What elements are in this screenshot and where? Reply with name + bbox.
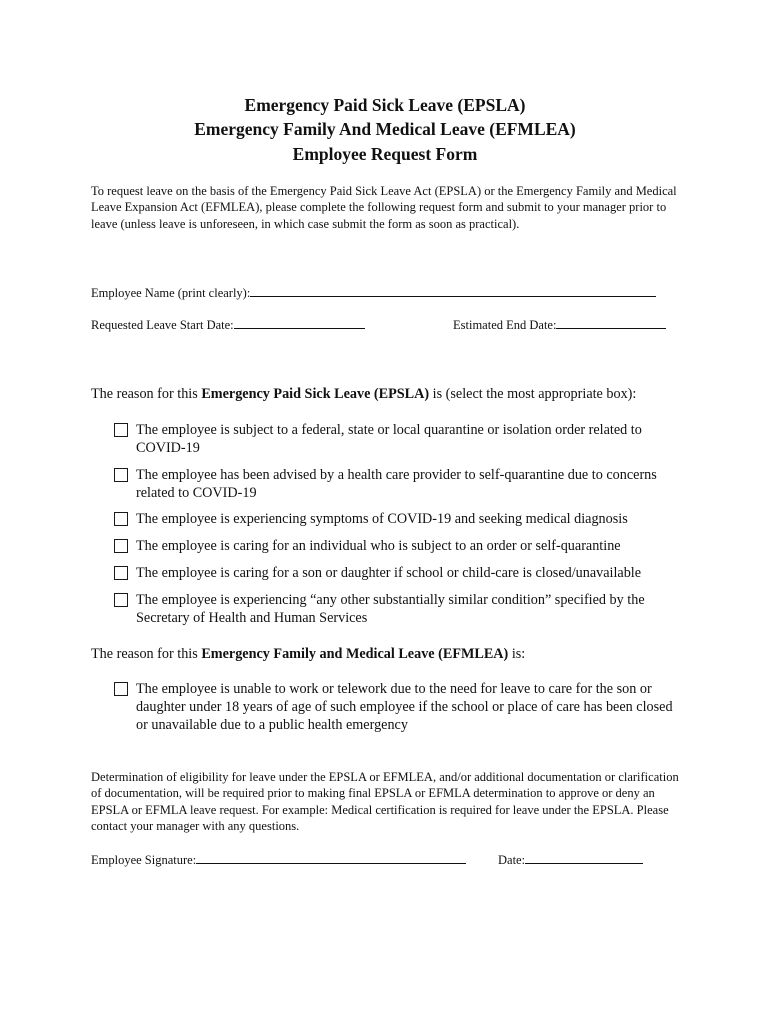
epsla-heading-suffix: is (select the most appropriate box): [429,386,637,402]
end-date-row [453,316,666,333]
start-date-field[interactable] [234,316,365,329]
efmlea-heading-bold: Emergency Family and Medical Leave (EFMLEA) [201,646,509,662]
epsla-checkbox-2[interactable] [114,468,128,482]
signature-label: Employee Signature: [91,853,197,867]
epsla-option-label: The employee has been advised by a health care provider to self-quarantine due to concerns related to COVID-19 [136,467,657,501]
end-date-label: Estimated End Date: [453,318,557,332]
epsla-option-label: The employee is experiencing “any other substantially similar condition” specified by the Secretary of Health and Human Services [136,592,645,626]
employee-name-row [91,284,656,301]
epsla-option-label: The employee is caring for a son or daughter if school or child-care is closed/unavailable [136,565,642,581]
epsla-option-label: The employee is caring for an individual who is subject to an order or self-quarantine [136,538,621,554]
employee-name-label: Employee Name (print clearly): [91,286,251,300]
form-title-line-1: Emergency Paid Sick Leave (EPSLA) [244,95,526,115]
signature-date-row [498,851,643,868]
form-title-line-3: Employee Request Form [292,144,478,164]
epsla-checkbox-4[interactable] [114,539,128,553]
efmlea-checkbox-1[interactable] [114,682,128,696]
end-date-field[interactable] [556,316,666,329]
determination-paragraph: Determination of eligibility for leave under the EPSLA or EFMLEA, and/or additional documentation or clarification of documentation, will be required prior to making final EPSLA or EFMLA determination to approve or deny an EPSLA or EFMLA leave request. For example: Medical certification is required for leave under the EPSLA. Please contact your manager with any questions. [91,770,679,834]
signature-date-label: Date: [498,853,526,867]
intro-paragraph: To request leave on the basis of the Emergency Paid Sick Leave Act (EPSLA) or the Emergency Family and Medical Leave Expansion Act (EFMLEA), please complete the following request form and submit to your manager prior to leave (unless leave is unforeseen, in which case submit the form as soon as practical). [91,184,677,231]
start-date-label: Requested Leave Start Date: [91,318,234,332]
efmlea-heading-suffix: is: [508,646,526,662]
signature-row [91,851,466,868]
epsla-checkbox-5[interactable] [114,566,128,580]
form-title-line-2: Emergency Family And Medical Leave (EFMLEA) [194,119,576,139]
epsla-heading-bold: Emergency Paid Sick Leave (EPSLA) [201,386,430,402]
epsla-checkbox-6[interactable] [114,593,128,607]
efmlea-heading-prefix: The reason for this [91,646,202,662]
epsla-option-label: The employee is subject to a federal, state or local quarantine or isolation order related to COVID-19 [136,422,642,456]
efmlea-option-label: The employee is unable to work or telework due to the need for leave to care for the son or daughter under 18 years of age of such employee if the school or place of care has been closed or unavailable due to a public health emergency [136,681,673,733]
epsla-heading-prefix: The reason for this [91,386,202,402]
efmlea-reason-heading [91,645,525,663]
epsla-option-label: The employee is experiencing symptoms of COVID-19 and seeking medical diagnosis [136,511,628,527]
epsla-reason-heading [91,385,636,403]
signature-date-field[interactable] [525,851,643,864]
employee-name-field[interactable] [250,284,656,297]
signature-field[interactable] [196,851,466,864]
epsla-checkbox-1[interactable] [114,423,128,437]
start-date-row [91,316,365,333]
epsla-checkbox-3[interactable] [114,512,128,526]
